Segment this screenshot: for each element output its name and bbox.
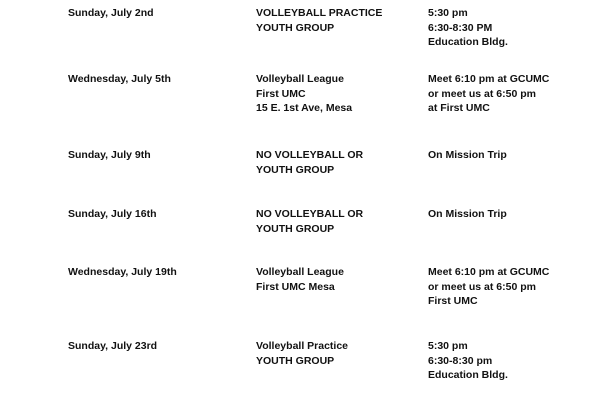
row-details (428, 148, 507, 163)
details-line: On Mission Trip (428, 208, 507, 220)
details-line: Meet 6:10 pm at GCUMC (428, 73, 550, 85)
details-line: Education Bldg. (428, 36, 508, 48)
row-event (256, 265, 344, 294)
row-details (428, 72, 549, 116)
date-text: Sunday, July 16th (68, 208, 157, 220)
event-line: First UMC Mesa (256, 280, 335, 293)
details-line: 6:30-8:30 PM (428, 21, 493, 34)
row-date (68, 148, 151, 163)
event-line: NO VOLLEYBALL OR (256, 208, 364, 220)
row-event (256, 339, 348, 368)
details-line: 5:30 pm (428, 340, 468, 352)
event-line: VOLLEYBALL PRACTICE (256, 7, 383, 19)
row-date (68, 265, 177, 280)
row-date (68, 339, 157, 354)
row-date (68, 72, 171, 87)
row-details (428, 265, 549, 309)
row-details (428, 6, 508, 50)
event-line: NO VOLLEYBALL OR (256, 149, 364, 161)
event-line: Volleyball League (256, 266, 344, 278)
event-line: Volleyball League (256, 73, 344, 85)
event-line: YOUTH GROUP (256, 163, 335, 176)
event-line: Volleyball Practice (256, 340, 349, 352)
details-line: Education Bldg. (428, 369, 508, 381)
event-line: YOUTH GROUP (256, 222, 335, 235)
date-text: Sunday, July 9th (68, 149, 151, 161)
event-line: YOUTH GROUP (256, 354, 335, 367)
details-line: at First UMC (428, 102, 490, 114)
details-line: On Mission Trip (428, 149, 507, 161)
event-line: YOUTH GROUP (256, 21, 335, 34)
row-event (256, 148, 363, 177)
details-line: 5:30 pm (428, 7, 468, 19)
details-line: First UMC (428, 295, 478, 307)
date-text: Wednesday, July 5th (68, 73, 171, 85)
date-text: Wednesday, July 19th (68, 266, 177, 278)
details-line: or meet us at 6:50 pm (428, 280, 536, 293)
row-details (428, 207, 507, 222)
row-event (256, 207, 363, 236)
row-date (68, 207, 157, 222)
event-line: 15 E. 1st Ave, Mesa (256, 102, 353, 114)
details-line: or meet us at 6:50 pm (428, 87, 536, 100)
row-details (428, 339, 508, 383)
row-event (256, 6, 382, 35)
row-event (256, 72, 352, 116)
event-line: First UMC (256, 87, 306, 100)
details-line: 6:30-8:30 pm (428, 354, 493, 367)
date-text: Sunday, July 2nd (68, 7, 154, 19)
row-date (68, 6, 154, 21)
date-text: Sunday, July 23rd (68, 340, 158, 352)
details-line: Meet 6:10 pm at GCUMC (428, 266, 550, 278)
